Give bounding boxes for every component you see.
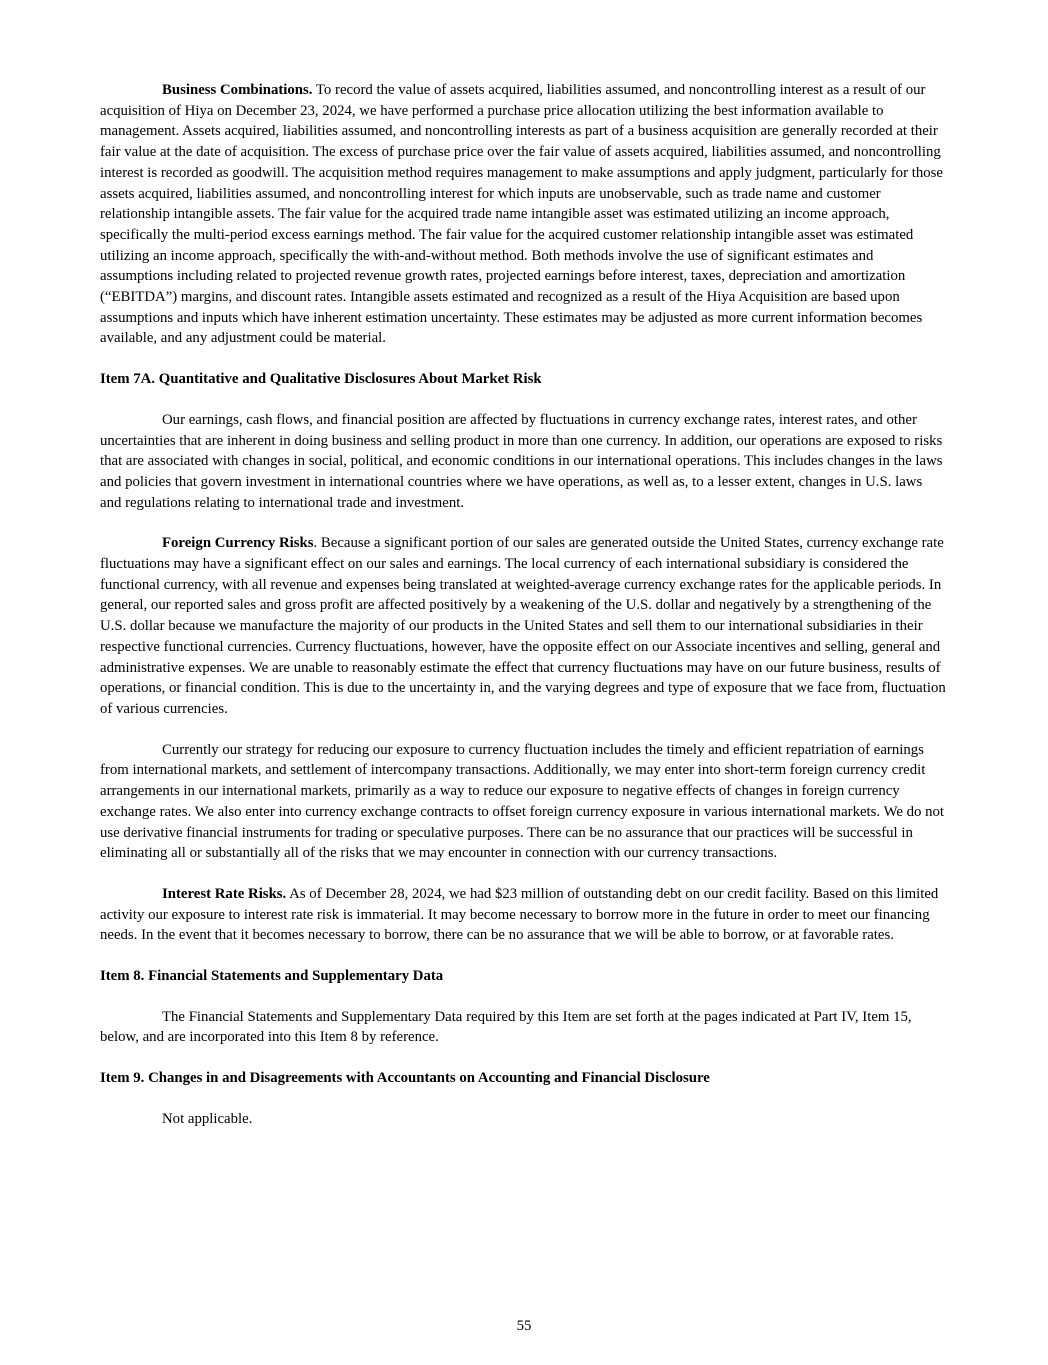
paragraph-lead-foreign-currency-risks: Foreign Currency Risks (162, 535, 314, 552)
paragraph-text-foreign-currency-risks: . Because a significant portion of our sales are generated outside the United States, currency exchange rate fluctuations may have a significant effect on our sales and earnings. The local currency of each international subsidiary is considered the functional currency, with all revenue and expenses being translated at weighted-average currency exchange rates for the applicable periods. In general, our reported sales and gross profit are affected positively by a weakening of the U.S. dollar and negatively by a strengthening of the U.S. dollar because we manufacture the majority of our products in the United States and sell them to our international subsidiaries in their respective functional currencies. Currency fluctuations, however, have the opposite effect on our Associate incentives and selling, general and administrative expenses. We are unable to reasonably estimate the effect that currency fluctuations may have on our future business, results of operations, or financial condition. This is due to the uncertainty in, and the varying degrees and type of exposure that we face from, fluctuation of various currencies. (100, 535, 946, 717)
paragraph-business-combinations (100, 80, 946, 349)
paragraph-foreign-currency-risks (100, 533, 946, 719)
paragraph-not-applicable: Not applicable. (162, 1110, 253, 1127)
page-number: 55 (516, 1318, 532, 1335)
heading-item-7a: Item 7A. Quantitative and Qualitative Disclosures About Market Risk (100, 371, 542, 388)
heading-item-9: Item 9. Changes in and Disagreements with Accountants on Accounting and Financial Disclosure (100, 1070, 710, 1087)
paragraph-market-risk-intro: Our earnings, cash flows, and financial position are affected by fluctuations in currency exchange rates, interest rates, and other uncertainties that are inherent in doing business and selling product in more than one currency. In addition, our operations are exposed to risks that are associated with changes in social, political, and economic conditions in our international operations. This includes changes in the laws and policies that govern investment in international countries where we have operations, as well as, to a lesser extent, changes in U.S. laws and regulations relating to international trade and investment. (100, 411, 943, 511)
paragraph-interest-rate-risks (100, 884, 946, 946)
heading-item-8: Item 8. Financial Statements and Supplementary Data (100, 968, 444, 985)
paragraph-text-business-combinations: To record the value of assets acquired, liabilities assumed, and noncontrolling interest as a result of our acquisition of Hiya on December 23, 2024, we have performed a purchase price allocation utilizing the best information available to management. Assets acquired, liabilities assumed, and noncontrolling interests as part of a business acquisition are generally recorded at their fair value at the date of acquisition. The excess of purchase price over the fair value of assets acquired, liabilities assumed, and noncontrolling interest is recorded as goodwill. The acquisition method requires management to make assumptions and apply judgment, particularly for those assets acquired, liabilities assumed, and noncontrolling interest for which inputs are unobservable, such as trade name and customer relationship intangible assets. The fair value for the acquired trade name intangible asset was estimated utilizing an income approach, specifically the multi-period excess earnings method. The fair value for the acquired customer relationship intangible asset was estimated utilizing an income approach, specifically the with-and-without method. Both methods involve the use of significant estimates and assumptions including related to projected revenue growth rates, projected earnings before interest, taxes, depreciation and amortization (“EBITDA”) margins, and discount rates. Intangible assets estimated and recognized as a result of the Hiya Acquisition are based upon assumptions and inputs which have inherent estimation uncertainty. These estimates may be adjusted as more current information becomes available, and any adjustment could be material. (100, 82, 943, 347)
paragraph-lead-business-combinations: Business Combinations. (162, 82, 313, 98)
paragraph-text-interest-rate-risks: As of December 28, 2024, we had $23 million of outstanding debt on our credit facility. Based on this limited activity our exposure to interest rate risk is immaterial. It may become necessary to borrow more in the future in order to meet our financing needs. In the event that it becomes necessary to borrow, there can be no assurance that we will be able to borrow, or at favorable rates. (100, 885, 939, 944)
paragraph-financial-statements: The Financial Statements and Supplementary Data required by this Item are set forth at the pages indicated at Part IV, Item 15, below, and are incorporated into this Item 8 by reference. (100, 1008, 912, 1046)
paragraph-lead-interest-rate-risks: Interest Rate Risks. (162, 885, 287, 902)
paragraph-currency-strategy: Currently our strategy for reducing our exposure to currency fluctuation includes the timely and efficient repatriation of earnings from international markets, and settlement of intercompany transactions. Additionally, we may enter into short-term foreign currency credit arrangements in our international markets, primarily as a way to reduce our exposure to negative effects of changes in foreign currency exchange rates. We also enter into currency exchange contracts to offset foreign currency exposure in various international markets. We do not use derivative financial instruments for trading or speculative purposes. There can be no assurance that our practices will be successful in eliminating all or substantially all of the risks that we may encounter in connection with our currency transactions. (100, 741, 945, 862)
